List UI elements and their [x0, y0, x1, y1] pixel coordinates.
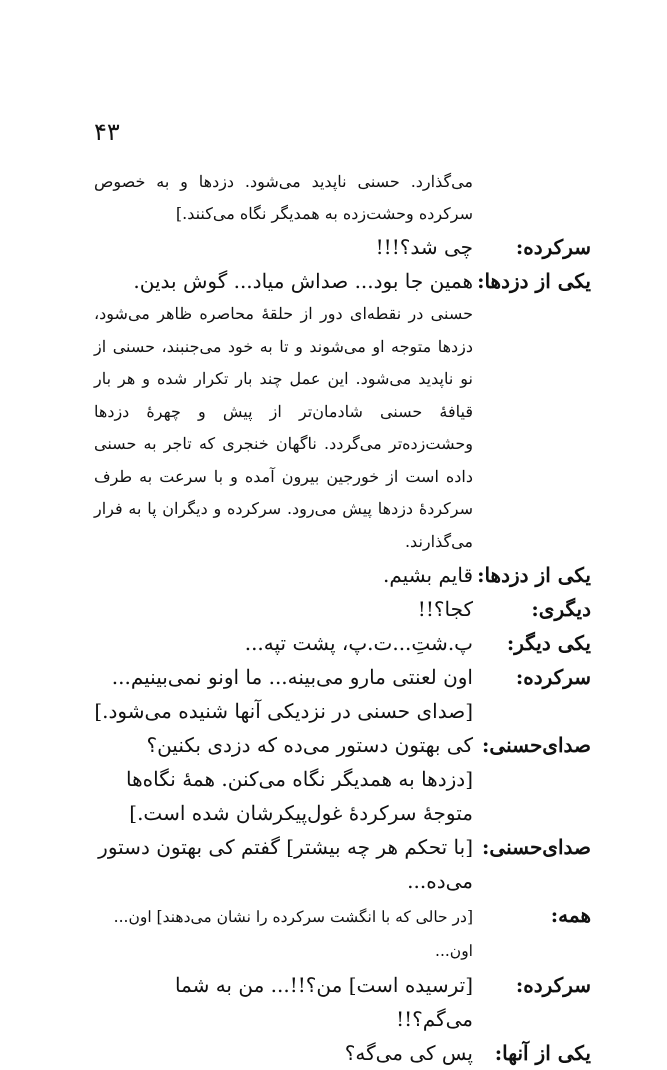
dialogue-text: [در حالی که با انگشت سرکرده را نشان می‌دهند] اون... اون... — [113, 908, 473, 960]
play-text — [94, 166, 591, 1070]
speaker-label: یکی از آنها: — [494, 1041, 591, 1065]
dialogue-line — [94, 968, 591, 1036]
stage-direction-opening: می‌گذارد. حسنی ناپدید می‌شود. دزدها و به خصوص سرکرده وحشت‌زده به همدیگر نگاه می‌کنند.] — [94, 172, 473, 223]
dialogue-text: [ترسیده است] من؟!!... من به شما می‌گم؟!! — [174, 973, 473, 1031]
dialogue-line — [94, 230, 591, 264]
speaker-label: سرکرده: — [515, 665, 591, 689]
dialogue-text: همین جا بود... صداش میاد... گوش بدین. — [133, 269, 473, 293]
dialogue-text: اون لعنتی مارو می‌بینه... ما اونو نمی‌بینیم... [صدای حسنی در نزدیکی آنها شنیده می‌شود.] — [94, 665, 473, 723]
dialogue-line — [94, 660, 591, 728]
speaker-label: یکی از دزدها: — [477, 269, 591, 293]
dialogue-line — [94, 728, 591, 830]
dialogue-line — [94, 264, 591, 298]
dialogue-line — [94, 830, 591, 898]
speaker-label: یکی از دزدها: — [477, 563, 591, 587]
dialogue-line — [94, 626, 591, 660]
dialogue-line — [94, 558, 591, 592]
dialogue-text: پ.شتِ...ت.پ، پشت تپه... — [244, 631, 473, 655]
dialogue-text: پس کی می‌گه؟ — [344, 1041, 473, 1065]
speaker-label: صدای‌حسنی: — [482, 733, 591, 757]
speaker-label: همه: — [550, 903, 591, 927]
speaker-label: یکی دیگر: — [506, 631, 591, 655]
dialogue-text: قایم بشیم. — [383, 563, 473, 587]
stage-direction-middle-row — [94, 298, 591, 558]
dialogue-line — [94, 1036, 591, 1070]
dialogue-text: کجا؟!! — [417, 597, 473, 621]
stage-direction-opening-row — [94, 166, 591, 230]
speaker-label: سرکرده: — [515, 235, 591, 259]
dialogue-text: کی بهتون دستور می‌ده که دزدی بکنین؟ [دزدها به همدیگر نگاه می‌کنن. همهٔ نگاه‌ها متوجهٔ سرکردهٔ غول‌پیکرشان شده است.] — [126, 733, 473, 825]
dialogue-text: چی شد؟!!! — [375, 235, 473, 259]
page-number: ۴۳ — [94, 118, 120, 146]
speaker-label: دیگری: — [531, 597, 591, 621]
dialogue-line — [94, 898, 591, 968]
stage-direction-middle: حسنی در نقطه‌ای دور از حلقهٔ محاصره ظاهر می‌شود، دزدها متوجه او می‌شوند و تا به خود می‌جنبند، حسنی از نو ناپدید می‌شود. این عمل چند بار تکرار شده و هر بار قیافهٔ حسنی شادمان‌تر از پیش و چهرهٔ دزدها وحشت‌زده‌تر می‌گردد. ناگهان خنجری که تاجر به حسنی داده است از خورجین بیرون آمده و با سرعت به طرف سرکردهٔ دزدها پیش می‌رود. سرکرده و دیگران پا به فرار می‌گذارند. — [94, 304, 473, 551]
dialogue-line — [94, 592, 591, 626]
dialogue-text: [با تحکم هر چه بیشتر] گفتم کی بهتون دستور می‌ده... — [98, 835, 473, 893]
speaker-label: صدای‌حسنی: — [482, 835, 591, 859]
speaker-label: سرکرده: — [515, 973, 591, 997]
